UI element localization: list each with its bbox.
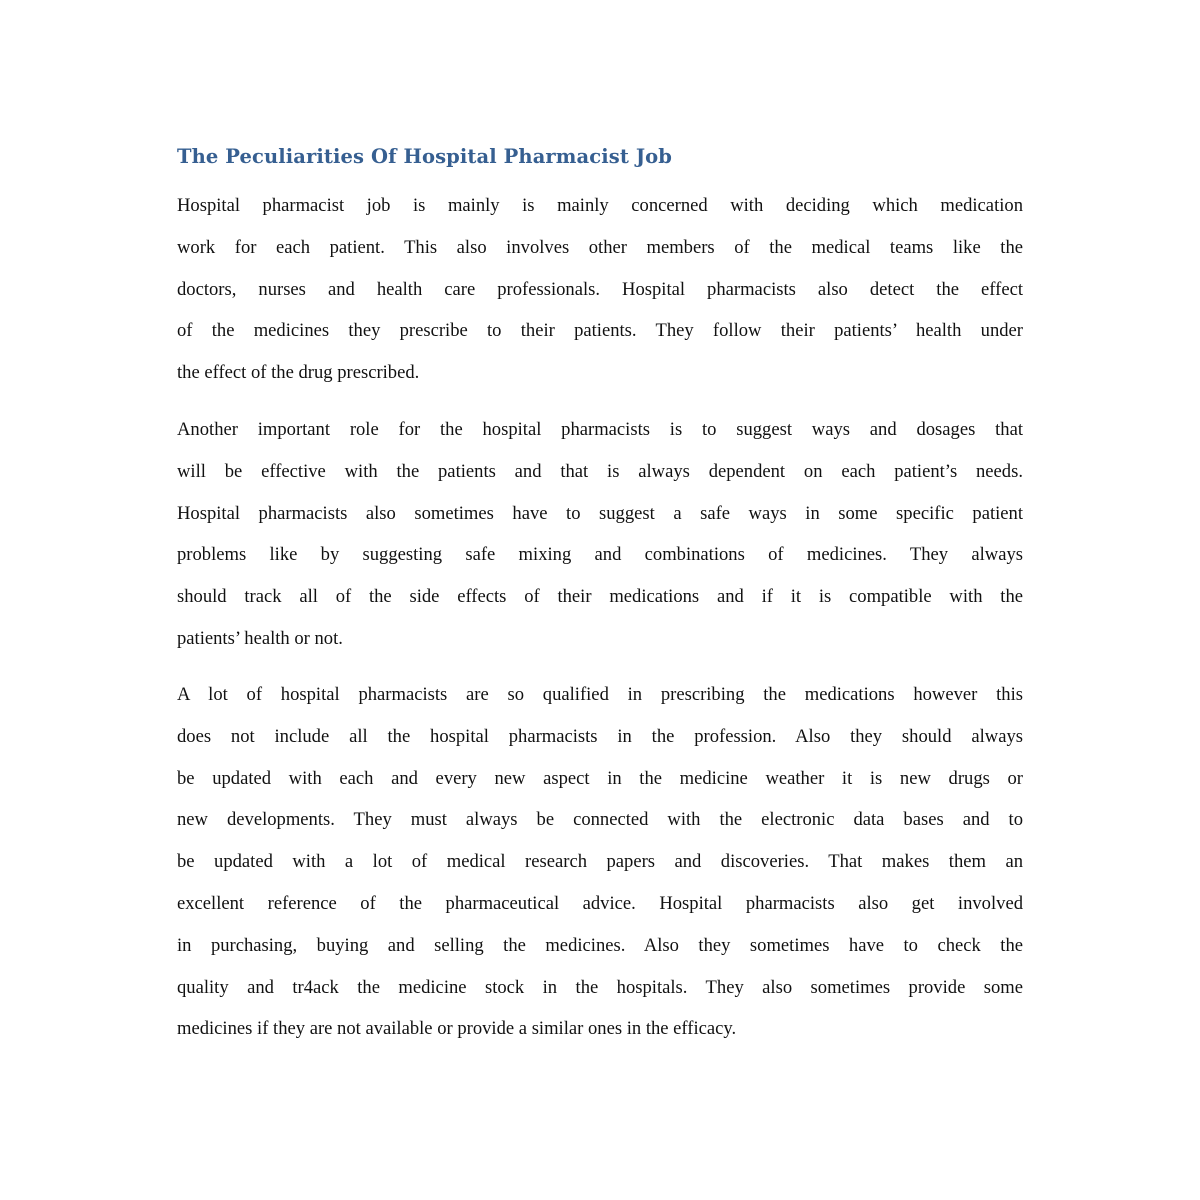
paragraph-line: should track all of the side effects of their medications and if it is compatible with the <box>177 586 1023 608</box>
paragraph-line: A lot of hospital pharmacists are so qualified in prescribing the medications however this <box>177 684 1023 705</box>
paragraph-3 <box>177 674 1023 1050</box>
paragraph-line: will be effective with the patients and that is always dependent on each patient’s needs. <box>177 460 1023 482</box>
paragraph-line: Another important role for the hospital pharmacists is to suggest ways and dosages that <box>177 419 1023 440</box>
paragraph-line: doctors, nurses and health care professionals. Hospital pharmacists also detect the effect <box>177 278 1023 300</box>
paragraph-line: work for each patient. This also involves other members of the medical teams like the <box>177 236 1023 258</box>
paragraph-line: in purchasing, buying and selling the medicines. Also they sometimes have to check the <box>177 934 1023 956</box>
paragraph-line: the effect of the drug prescribed. <box>177 362 420 384</box>
paragraph-line: Hospital pharmacist job is mainly is mainly concerned with deciding which medication <box>177 195 1023 216</box>
paragraph-line: be updated with each and every new aspect in the medicine weather it is new drugs or <box>177 767 1023 789</box>
paragraph-1 <box>177 185 1023 394</box>
paragraph-line: medicines if they are not available or provide a similar ones in the efficacy. <box>177 1018 737 1040</box>
paragraph-line: be updated with a lot of medical research papers and discoveries. That makes them an <box>177 851 1023 873</box>
paragraph-line: Hospital pharmacists also sometimes have to suggest a safe ways in some specific patient <box>177 502 1023 524</box>
paragraph-line: of the medicines they prescribe to their patients. They follow their patients’ health under <box>177 320 1023 342</box>
paragraph-line: problems like by suggesting safe mixing and combinations of medicines. They always <box>177 544 1023 566</box>
document-title: The Peculiarities Of Hospital Pharmacist Job <box>177 145 672 168</box>
paragraph-line: quality and tr4ack the medicine stock in the hospitals. They also sometimes provide some <box>177 976 1023 998</box>
paragraph-line: excellent reference of the pharmaceutical advice. Hospital pharmacists also get involved <box>177 892 1023 914</box>
paragraph-2 <box>177 409 1023 660</box>
paragraph-line: patients’ health or not. <box>177 627 343 649</box>
paragraph-line: does not include all the hospital pharmacists in the profession. Also they should always <box>177 725 1023 747</box>
paragraph-line: new developments. They must always be connected with the electronic data bases and to <box>177 809 1023 831</box>
